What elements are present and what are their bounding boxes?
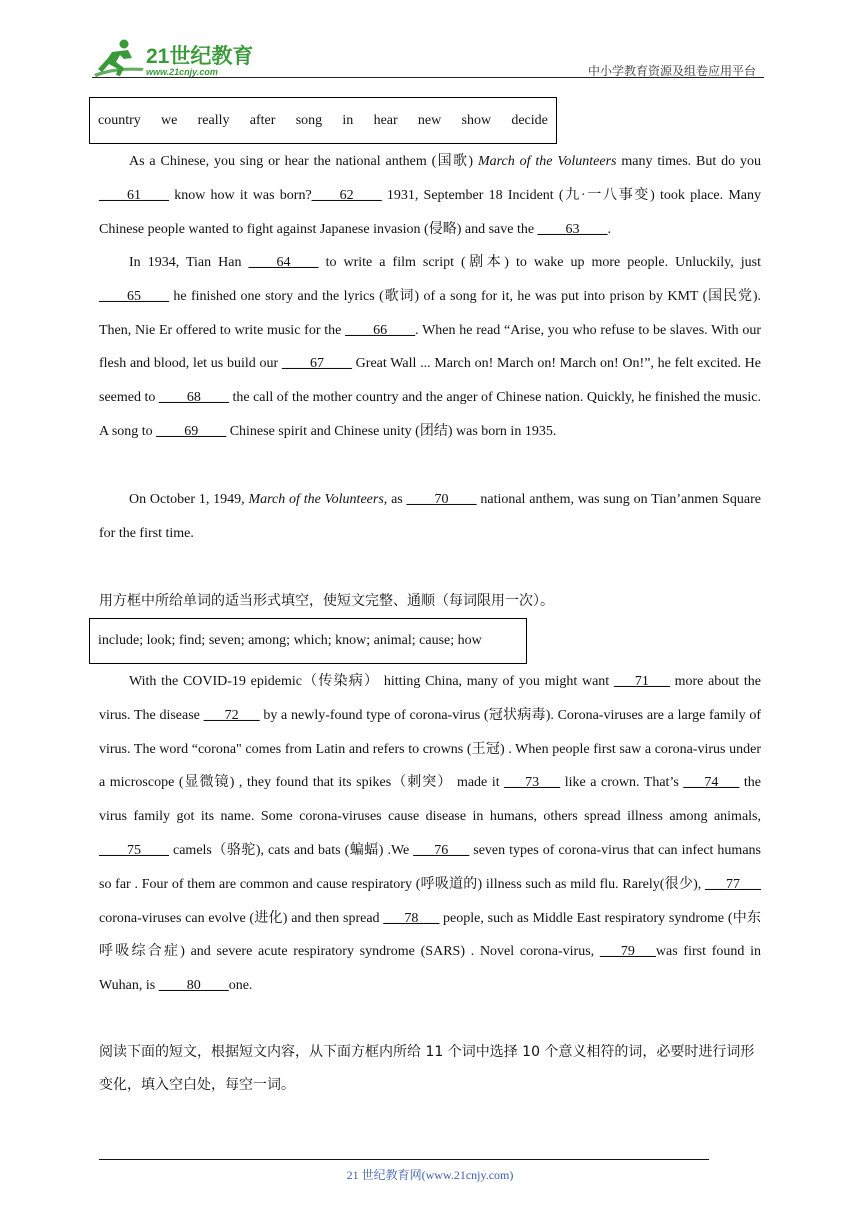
blank-74: ___74___ [683,775,740,791]
blank-77: ___77___ [705,876,761,892]
word-item: really [197,112,230,128]
word-item: new [417,112,442,128]
paragraph-anthem-3: On October 1, 1949, March of the Volunteers, as ____70____ national anthem, was sung on Tian’anmen Square for the first time. [99,492,761,541]
word-item: country [98,112,141,128]
blank-75: ____75____ [99,842,169,858]
blank-67: ____67____ [281,356,352,372]
site-logo [94,38,264,78]
paragraph-anthem-1: As a Chinese, you sing or hear the national anthem (国歌) March of the Volunteers many times. But do you ____61____ know how it was born?____62____ 1931, September 18 Incident (九·一八事变) took place. Many Chinese people wanted to fight against Japanese invasion (侵略) and save the ____63____. [99,154,761,237]
logo-text: 21世纪教育 [146,45,254,68]
paragraph-anthem-2: In 1934, Tian Han ____64____ to write a film script (剧本) to wake up more people. Unluckily, just ____65____ he finished one story and the lyrics (歌词) of a song for it, he was put into prison by KMT (国民党). Then, Nie Er offered to write music for the ____66____. When he read “Arise, you who refuse to be slaves. With our flesh and blood, let us build our ____67____ Great Wall ... March on! March on! March on! On!”, he felt excited. He seemed to ____68____ the call of the mother country and the anger of Chinese nation. Quickly, he finished the music. A song to ____69____ Chinese spirit and Chinese unity (团结) was born in 1935. [99,255,762,439]
blank-79: ___79___ [599,944,656,960]
instruction-section-2: 用方框中所给单词的适当形式填空，使短文完整、通顺（每词限用一次）。 [99,593,554,609]
footer-divider [99,1159,709,1160]
paragraph-coronavirus: With the COVID-19 epidemic（传染病） hitting China, many of you might want ___71___ more about the virus. The disease ___72___ by a newly-found type of corona-virus (冠状病毒). Corona-viruses are a large family of virus. The word “corona" comes from Latin and refers to crowns (王冠) . When people first saw a corona-virus under a microscope (显微镜) , they found that its spikes（刺突） made it ___73___ like a crown. That’s ___74___ the virus family got its name. Some corona-viruses cause disease in humans, others spread illness among animals, ____75____ camels（骆驼), cats and bats (蝙蝠) .We ___76___ seven types of corona-virus that can infect humans so far . Four of them are common and cause respiratory (呼吸道的) illness such as mild flu. Rarely(很少), ___77___ corona-viruses can evolve (进化) and then spread ___78___ people, such as Middle East respiratory syndrome (中东呼吸综合症) and severe acute respiratory syndrome (SARS) . Novel corona-virus, ___79___was first found in Wuhan, is ____80____one. [99,674,761,994]
blank-70: ____70____ [406,492,477,507]
word-list: include; look; find; seven; among; which; know; animal; cause; how [98,633,482,648]
word-item: after [249,112,276,128]
word-box-1 [89,97,557,144]
blank-78: ___78___ [383,910,440,926]
blank-69: ____69____ [156,423,227,439]
blank-68: ____68____ [158,390,229,406]
word-item: show [461,112,492,128]
blank-72: ___72___ [203,707,260,723]
blank-66: ____66____ [345,322,416,338]
instruction-section-3: 阅读下面的短文，根据短文内容，从下面方框内所给 11 个词中选择 10 个意义相符的词，必要时进行词形变化，填入空白处，每空一词。 [99,1044,755,1093]
word-item: in [342,112,354,128]
header-divider [92,77,764,78]
blank-62: ____62____ [311,187,382,203]
blank-71: ___71___ [613,674,670,689]
blank-73: ___73___ [504,775,561,791]
blank-76: ___76___ [413,842,470,858]
word-box-2 [89,618,527,664]
platform-name: 中小学教育资源及组卷应用平台 [587,64,756,78]
footer-source: 21 世纪教育网(www.21cnjy.com) [346,1168,514,1182]
word-item: we [161,112,178,128]
blank-63: ____63____ [537,221,608,237]
blank-65: ____65____ [99,288,169,304]
blank-61: ____61____ [99,187,169,203]
word-item: decide [511,112,548,128]
logo-url: www.21cnjy.com [146,67,218,77]
word-item: hear [373,112,398,128]
blank-64: ____64____ [248,255,319,270]
blank-80: ____80____ [158,978,229,994]
word-item: song [295,112,323,128]
page-header [92,34,764,78]
